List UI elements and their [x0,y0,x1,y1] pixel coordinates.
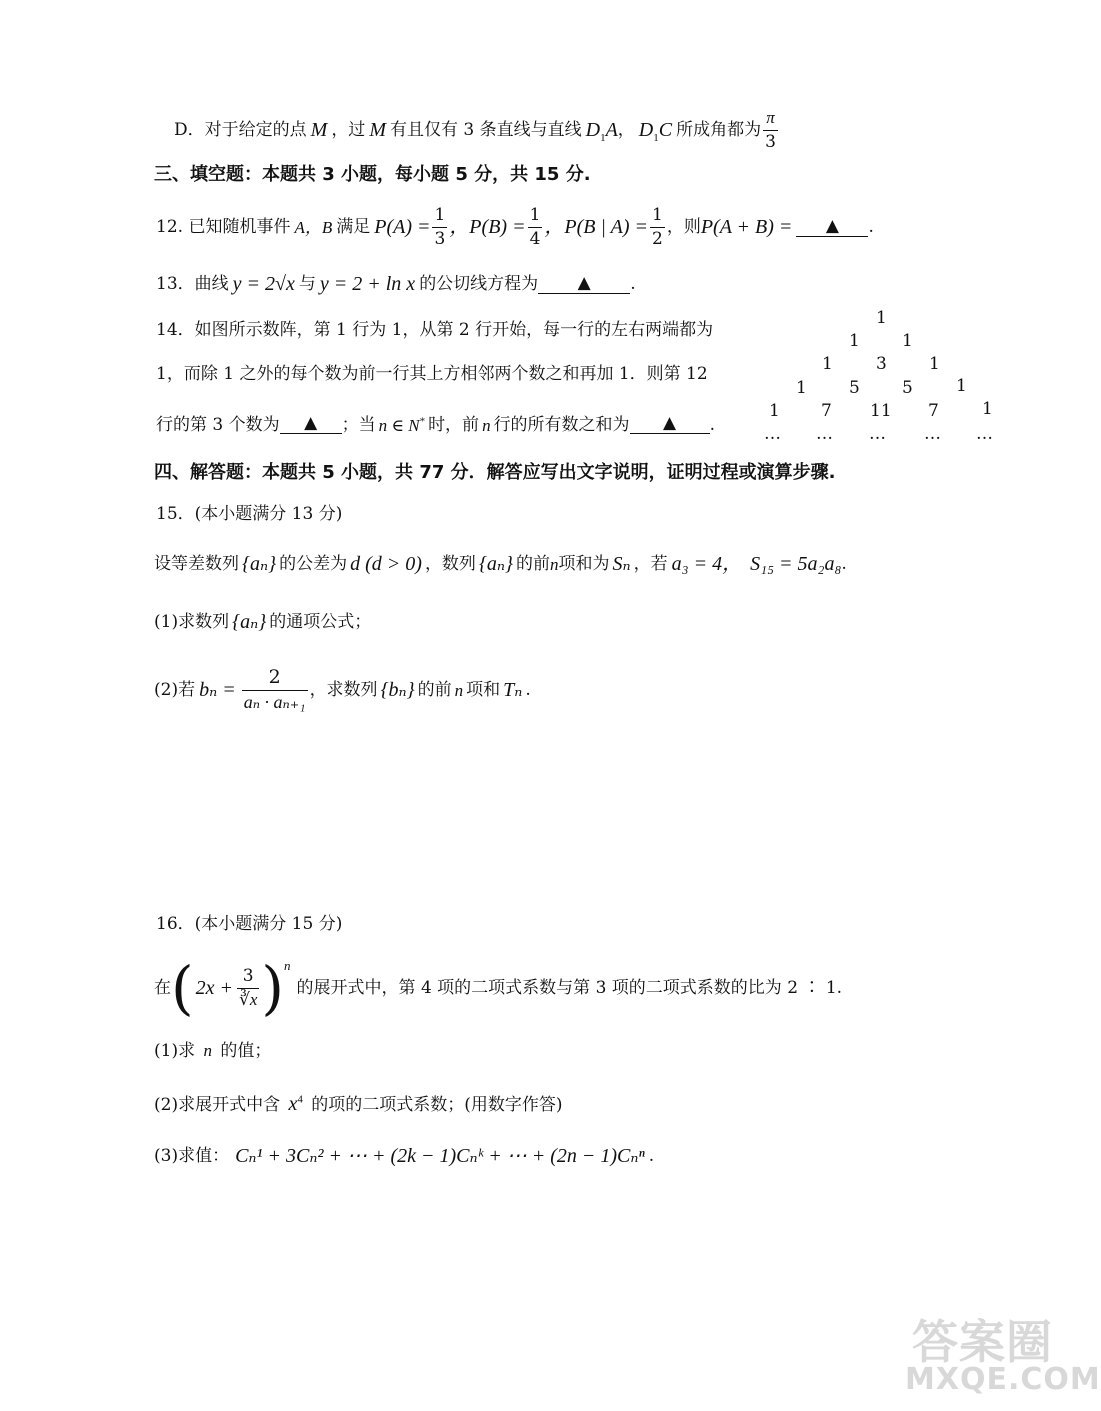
triangle-cell: 1 [956,376,967,396]
question-15-part-2: (2)若 bₙ = $\frac{2}{\text{aₙ · aₙ₊₁}}$ ，求数列 {bₙ} 的前 n 项和 Tₙ . [154,666,531,713]
triangle-cell: … [976,424,993,444]
triangle-cell: … [869,424,886,444]
question-14-line-2: 1，而除 1 之外的每个数为前一行其上方相邻两个数之和再加 1．则第 12 [156,364,708,384]
question-12: 12. 已知随机事件 A，B 满足 P(A) = $\frac{1}{3}$ ，P(B) = $\frac{1}{4}$ ，P(B | A) = $\frac{1}{2}$ ，则 P(A + B) = ▲ . [156,204,874,249]
triangle-cell: 1 [982,399,993,419]
fraction-one-half: $\frac{1}{2}$ [652,204,663,249]
q11-option-d: D．对于给定的点 M ，过 M 有且仅有 3 条直线与直线 $D_1A$ ， $D_1C$ 所成角都为 $\frac{\pi}{3}$ [174,107,776,152]
answer-blank: ▲ [630,414,710,434]
answer-blank: ▲ [796,217,868,237]
question-15-statement: 设等差数列 {aₙ} 的公差为 d (d > 0) ，数列 {aₙ} 的前 n 项和为 Sₙ ，若 a₃ = 4， S₁₅ = 5a₂a₈ . [154,553,847,575]
fraction-one-third: $\frac{1}{3}$ [434,204,446,249]
bn-fraction: $\frac{2}{\text{aₙ · aₙ₊₁}}$ [243,666,306,713]
triangle-cell: 1 [902,331,913,351]
triangle-cell: 7 [821,401,832,421]
triangle-cell: … [924,424,941,444]
triangle-cell: … [816,424,833,444]
triangle-cell: 1 [876,308,887,328]
left-paren: ( [171,954,194,1022]
triangle-cell: 5 [902,378,913,398]
triangle-cell: 3 [876,354,887,374]
question-13: 13．曲线 y = 2√x 与 y = 2 + ln x 的公切线方程为 ▲ . [156,273,636,295]
section-4-heading: 四、解答题：本题共 5 小题，共 77 分．解答应写出文字说明，证明过程或演算步骤. [154,462,836,483]
answer-blank: ▲ [538,274,630,294]
question-16-statement: 在 ( 2x + $\frac{3}{∛x}$ ) n 的展开式中，第 4 项的二项式系数与第 3 项的二项式系数的比为 2 ∶ 1. [154,954,843,1022]
watermark-logo: 答案圈 [912,1315,1053,1369]
question-14-line-3: 行的第 3 个数为 ▲ ；当 n ∈ N* 时，前 n 行的所有数之和为 ▲ . [156,413,715,435]
triangle-cell: … [764,424,781,444]
question-16-title: 16．(本小题满分 15 分) [156,914,343,934]
question-16-part-3: (3)求值： Cₙ¹ + 3Cₙ² + ⋯ + (2k − 1)Cₙᵏ + ⋯ + (2n − 1)Cₙⁿ . [154,1145,655,1167]
triangle-cell: 5 [849,378,860,398]
three-over-cube-root-x: $\frac{3}{∛x}$ [239,965,258,1009]
triangle-cell: 7 [928,401,939,421]
question-16-part-1: (1)求 n 的值； [154,1041,272,1061]
right-paren: ) [261,954,285,1022]
triangle-cell: 1 [929,354,940,374]
triangle-cell: 1 [796,378,807,398]
triangle-cell: 1 [769,401,780,421]
question-15-part-1: (1)求数列 {aₙ} 的通项公式； [154,611,372,633]
question-15-title: 15．(本小题满分 13 分) [156,504,343,524]
fraction-one-quarter: $\frac{1}{4}$ [529,204,541,249]
pi-over-three: $\frac{\pi}{3}$ [765,107,776,152]
watermark-url: MXQE.COM [905,1362,1101,1397]
triangle-cell: 1 [822,354,833,374]
triangle-cell: 11 [870,401,892,421]
question-16-part-2: (2)求展开式中含 $x^4$ 的项的二项式系数；(用数字作答) [154,1093,563,1115]
answer-blank: ▲ [280,414,342,434]
question-14-line-1: 14．如图所示数阵，第 1 行为 1，从第 2 行开始，每一行的左右两端都为 [156,320,714,340]
triangle-cell: 1 [849,331,860,351]
section-3-heading: 三、填空题：本题共 3 小题，每小题 5 分，共 15 分. [154,164,591,185]
